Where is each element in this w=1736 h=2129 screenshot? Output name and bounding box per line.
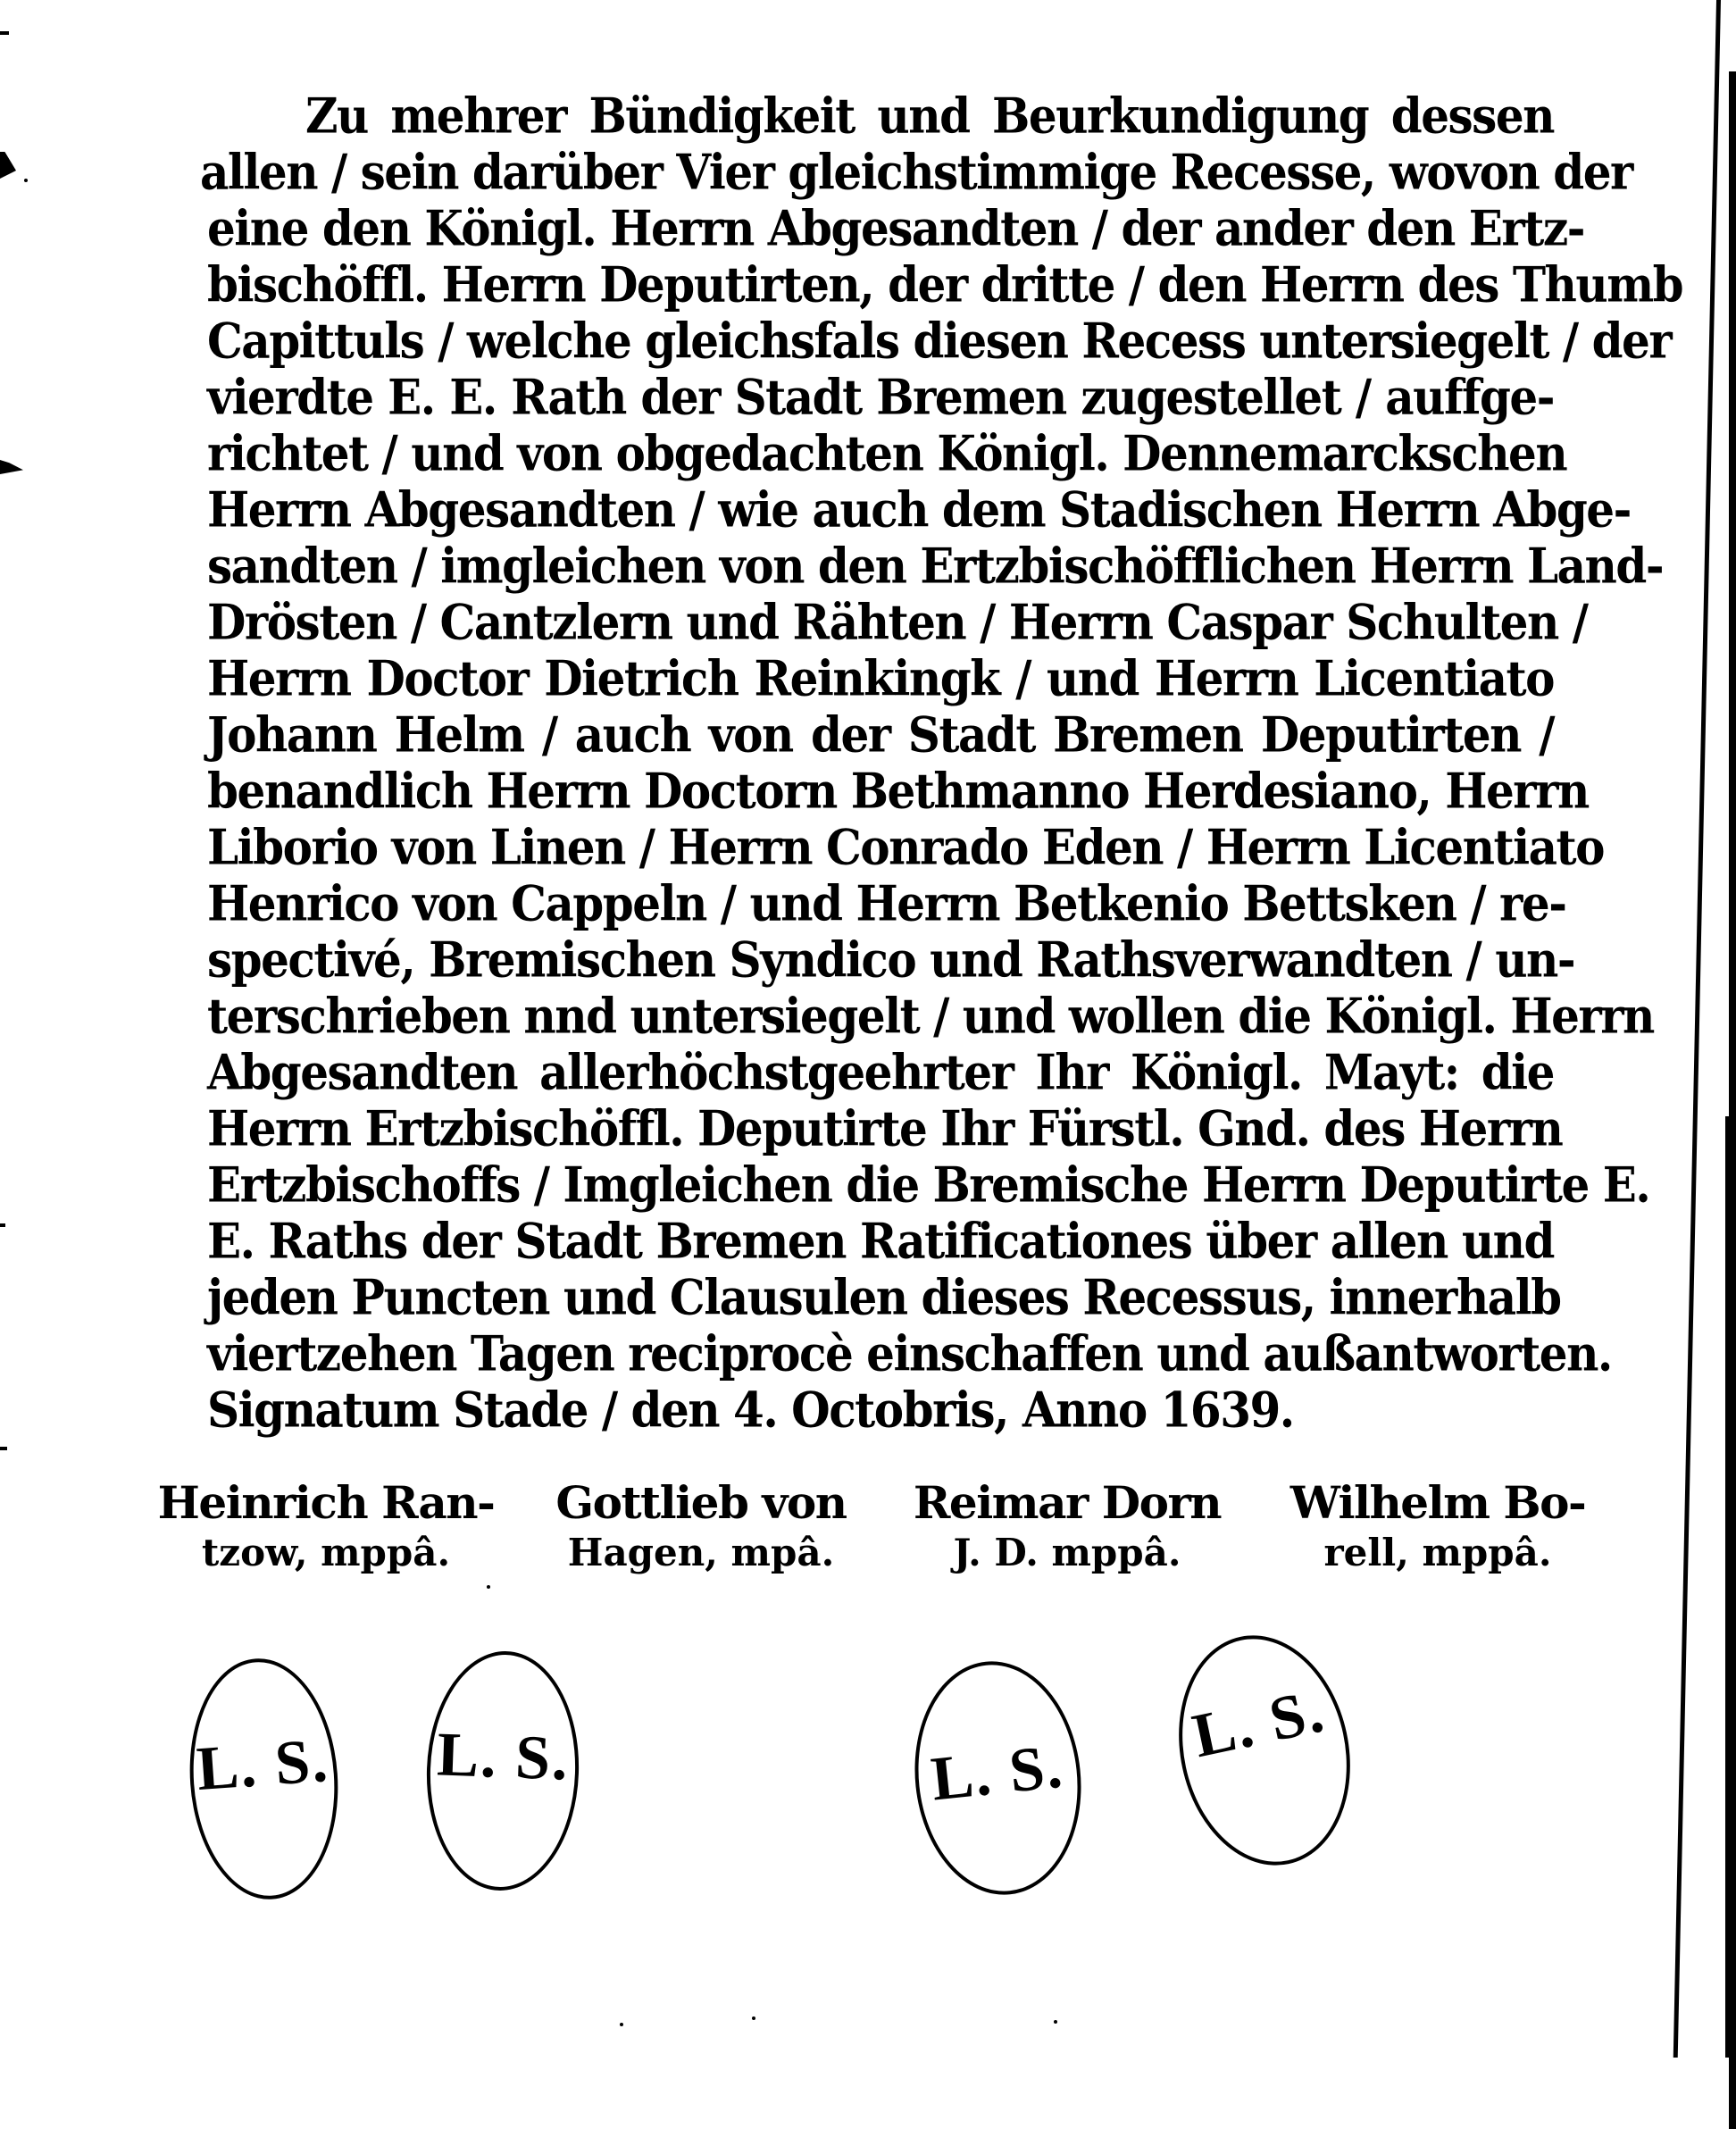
signature-rantzow: [156, 1475, 496, 1575]
signatory-name: Reimar Dorn: [913, 1476, 1222, 1529]
signatum-line: Signatum Stade / den 4. Octobris, Anno 1639.: [207, 1381, 1294, 1439]
speck: [752, 2016, 755, 2020]
signature-dorn: [897, 1475, 1237, 1575]
text-line: bischöffl. Herrn Deputirten, der dritte / den Herrn des Thumb: [207, 255, 1683, 313]
text-line: Drösten / Cantzlern und Rähten / Herrn Caspar Schulten /: [207, 593, 1588, 651]
signatory-suffix: Hagen, mpâ.: [567, 1531, 835, 1574]
text-line: Henrico von Cappeln / und Herrn Betkenio Bettsken / re-: [207, 874, 1566, 932]
recess-paragraph: [200, 87, 1683, 1439]
text-line: benandlich Herrn Doctorn Bethmanno Herdesiano, Herrn: [207, 762, 1589, 820]
text-line: spectivé, Bremischen Syndico und Rathsverwandten / un-: [207, 931, 1575, 989]
signatory-suffix: rell, mppâ.: [1323, 1531, 1552, 1574]
speck: [24, 179, 28, 182]
text-line: Abgesandten allerhöchstgeehrter Ihr Königl. Mayt: die: [207, 1043, 1554, 1101]
text-line: allen / sein darüber Vier gleichstimmige Recesse, wovon der: [200, 143, 1632, 201]
seal-label: L. S.: [1187, 1676, 1331, 1772]
signatory-name: Gottlieb von: [555, 1476, 847, 1529]
text-line: eine den Königl. Herrn Abgesandten / der ander den Ertz-: [207, 199, 1584, 257]
seal-label: L. S.: [436, 1720, 571, 1794]
seal-ls-4: [1158, 1619, 1371, 1881]
text-line: vierdte E. E. Rath der Stadt Bremen zugestellet / auffge-: [207, 368, 1554, 426]
text-line: Ertzbischoffs / Imgleichen die Bremische Herrn Deputirte E.: [207, 1156, 1650, 1214]
binding-edge-dark: [1725, 1116, 1736, 2058]
text-line: jeden Puncten und Clausulen dieses Recessus, innerhalb: [207, 1268, 1561, 1326]
signature-borell: [1268, 1475, 1607, 1575]
signature-hagen: [549, 1475, 853, 1575]
text-line: Capittuls / welche gleichsfals diesen Recess untersiegelt / der: [207, 312, 1672, 370]
margin-mark: [0, 1447, 7, 1450]
signatory-name: Wilhelm Bo-: [1289, 1476, 1586, 1529]
signatory-suffix: J. D. mppâ.: [953, 1531, 1181, 1574]
speck: [620, 2023, 623, 2026]
text-line: Johann Helm / auch von der Stadt Bremen Deputirten /: [207, 705, 1554, 764]
text-line: E. Raths der Stadt Bremen Ratificationes über allen und: [207, 1212, 1554, 1270]
seal-ls-3: [904, 1653, 1092, 1903]
text-line: Herrn Ertzbischöffl. Deputirte Ihr Fürstl. Gnd. des Herrn: [207, 1099, 1563, 1157]
text-line: viertzehen Tagen reciprocè einschaffen und außantworten.: [207, 1324, 1612, 1382]
text-line: Zu mehrer Bündigkeit und Beurkundigung dessen: [305, 87, 1554, 145]
text-line: Liborio von Linen / Herrn Conrado Eden / Herrn Licentiato: [207, 818, 1604, 876]
seal-ls-1: [182, 1654, 346, 1905]
text-line: terschrieben nnd untersiegelt / und wollen die Königl. Herrn: [207, 987, 1654, 1045]
margin-mark: [0, 460, 23, 474]
signature-block: [156, 1475, 1585, 1591]
signatory-name: Heinrich Ran-: [157, 1476, 495, 1529]
text-line: Herrn Doctor Dietrich Reinkingk / und Herrn Licentiato: [207, 649, 1554, 707]
margin-mark: [0, 31, 9, 35]
margin-mark: [0, 1223, 5, 1227]
seal-label: L. S.: [928, 1732, 1067, 1815]
signatory-suffix: tzow, mppâ.: [201, 1531, 451, 1574]
seal-label: L. S.: [194, 1725, 331, 1805]
margin-mark: [0, 152, 16, 179]
text-line: sandten / imgleichen von den Ertzbischöfflichen Herrn Land-: [207, 537, 1664, 595]
text-line: richtet / und von obgedachten Königl. Dennemarckschen: [207, 424, 1567, 482]
speck: [1054, 2020, 1057, 2024]
text-line: Herrn Abgesandten / wie auch dem Stadischen Herrn Abge-: [207, 480, 1631, 539]
seal-ls-2: [422, 1649, 582, 1893]
